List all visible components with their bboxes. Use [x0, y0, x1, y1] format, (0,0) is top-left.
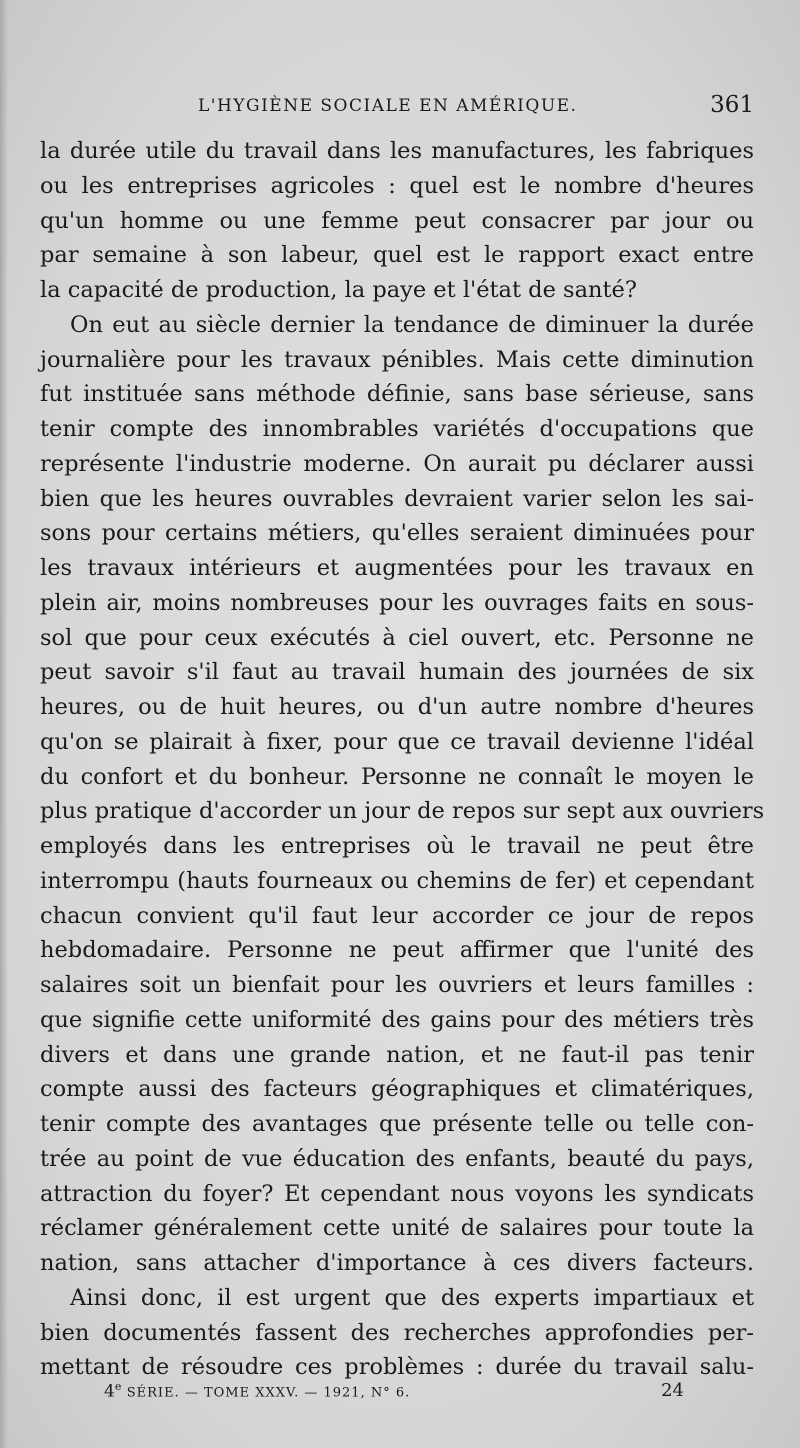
text-line: nation, sans attacher d'importance à ces divers facteurs.	[40, 1250, 754, 1276]
text-line: qu'un homme ou une femme peut consacrer par jour ou	[40, 207, 754, 234]
text-line: par semaine à son labeur, quel est le rapport exact entre	[40, 242, 754, 269]
text-line: divers et dans une grande nation, et ne faut-il pas tenir	[40, 1041, 754, 1068]
signature-number: 24	[661, 1380, 684, 1401]
running-head	[40, 92, 760, 124]
text-line: représente l'industrie moderne. On aurait pu déclarer aussi	[40, 450, 754, 477]
text-line: hebdomadaire. Personne ne peut affirmer que l'unité des	[40, 937, 754, 964]
page-number: 361	[710, 92, 754, 118]
text-line: sons pour certains métiers, qu'elles seraient diminuées pour	[40, 520, 754, 547]
text-line: fut instituée sans méthode définie, sans base sérieuse, sans	[40, 381, 754, 408]
text-line: compte aussi des facteurs géographiques et climatériques,	[40, 1076, 754, 1103]
text-line: sol que pour ceux exécutés à ciel ouvert, etc. Personne ne	[40, 624, 754, 651]
text-line: tenir compte des innombrables variétés d'occupations que	[40, 416, 754, 442]
text-line: journalière pour les travaux pénibles. Mais cette diminution	[40, 346, 754, 373]
text-line: ou les entreprises agricoles : quel est le nombre d'heures	[40, 172, 754, 199]
series-superscript: e	[114, 1380, 122, 1393]
text-line: les travaux intérieurs et augmentées pour les travaux en	[40, 555, 754, 581]
text-line: trée au point de vue éducation des enfants, beauté du pays,	[40, 1145, 754, 1172]
text-line: bien documentés fassent des recherches approfondies per-	[40, 1319, 754, 1346]
text-line: qu'on se plairait à fixer, pour que ce travail devienne l'idéal	[40, 728, 754, 755]
text-line: réclamer généralement cette unité de salaires pour toute la	[40, 1215, 754, 1242]
body-text	[40, 134, 765, 1385]
text-line: tenir compte des avantages que présente telle ou telle con-	[40, 1111, 754, 1137]
page-footer	[104, 1380, 684, 1410]
text-line: que signifie cette uniformité des gains pour des métiers très	[40, 1006, 754, 1033]
text-line: plein air, moins nombreuses pour les ouvrages faits en sous-	[40, 589, 754, 616]
text-line: heures, ou de huit heures, ou d'un autre nombre d'heures	[40, 694, 754, 720]
text-line: la durée utile du travail dans les manufactures, les fabriques	[40, 138, 754, 164]
text-line: la capacité de production, la paye et l'état de santé?	[40, 277, 637, 303]
text-line: salaires soit un bienfait pour les ouvriers et leurs familles :	[40, 972, 754, 998]
text-line: du confort et du bonheur. Personne ne connaît le moyen le	[40, 763, 754, 790]
text-line: interrompu (hauts fourneaux ou chemins de fer) et cependant	[40, 867, 754, 894]
series-volume-info: SÉRIE. — TOME XXXV. — 1921, N° 6.	[126, 1385, 411, 1401]
series-number: 4	[104, 1381, 115, 1402]
text-line: peut savoir s'il faut au travail humain des journées de six	[40, 659, 754, 686]
text-line: chacun convient qu'il faut leur accorder ce jour de repos	[40, 902, 754, 929]
text-line: plus pratique d'accorder un jour de repos sur sept aux ouvriers	[40, 798, 765, 825]
series-signature	[104, 1380, 410, 1402]
page-edge-shadow	[0, 0, 8, 1448]
running-title: L'HYGIÈNE SOCIALE EN AMÉRIQUE.	[198, 96, 578, 116]
text-line: bien que les heures ouvrables devraient varier selon les sai-	[40, 485, 754, 512]
text-line: Ainsi donc, il est urgent que des experts impartiaux et	[70, 1284, 754, 1311]
text-line: mettant de résoudre ces problèmes : durée du travail salu-	[40, 1354, 754, 1381]
text-line: On eut au siècle dernier la tendance de diminuer la durée	[70, 311, 754, 338]
text-line: employés dans les entreprises où le travail ne peut être	[40, 833, 754, 859]
text-line: attraction du foyer? Et cependant nous voyons les syndicats	[40, 1180, 754, 1207]
